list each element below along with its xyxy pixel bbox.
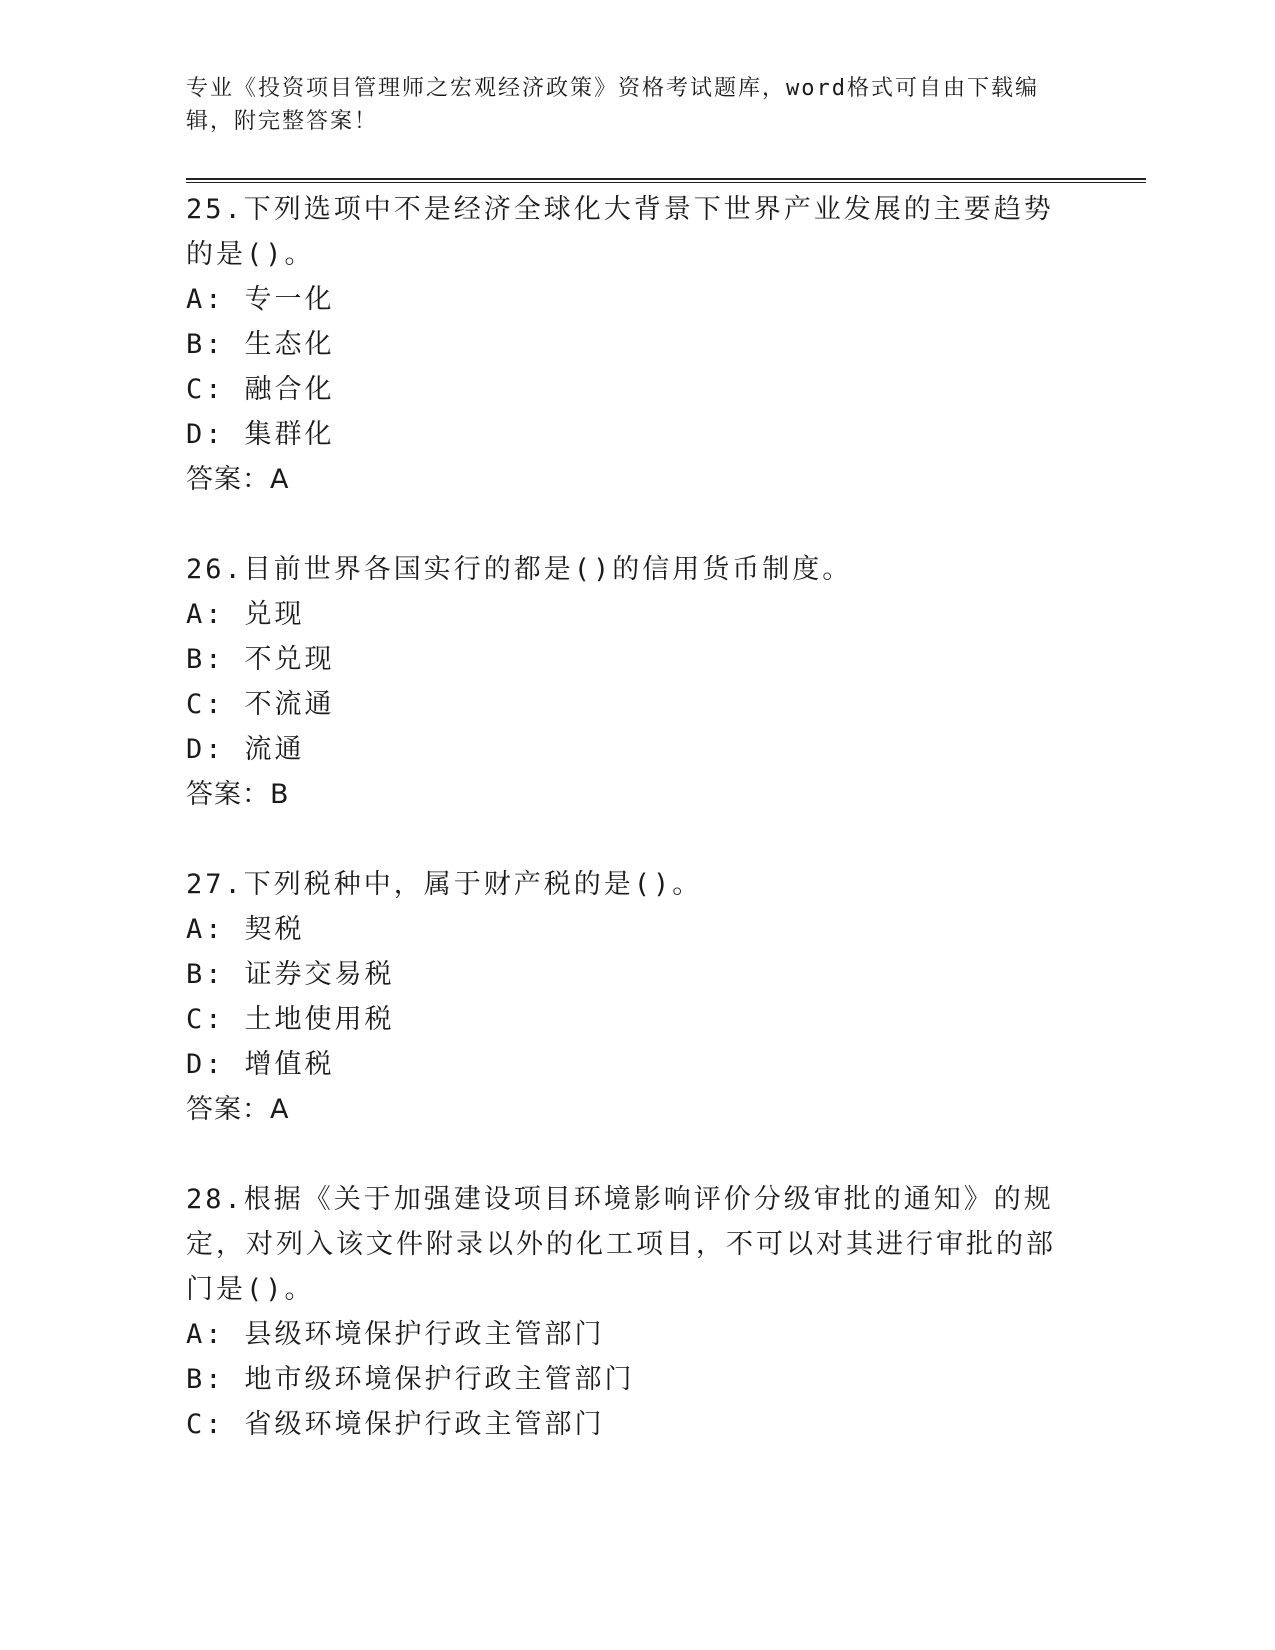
option-text: 不兑现 xyxy=(244,644,335,675)
option-letter: A: xyxy=(186,599,225,630)
answer-line: 答案：B xyxy=(186,779,290,810)
option-text: 土地使用税 xyxy=(244,1004,395,1035)
option-text: 专一化 xyxy=(244,284,335,315)
option-text: 契税 xyxy=(244,914,305,945)
option-d xyxy=(186,412,1146,457)
option-text: 省级环境保护行政主管部门 xyxy=(244,1409,605,1440)
question-list xyxy=(186,187,1146,1447)
option-text: 集群化 xyxy=(244,419,335,450)
option-letter: D: xyxy=(186,419,225,450)
question-25 xyxy=(186,187,1146,502)
option-letter: A: xyxy=(186,1319,225,1350)
option-text: 增值税 xyxy=(244,1049,335,1080)
option-text: 县级环境保护行政主管部门 xyxy=(244,1319,605,1350)
question-28 xyxy=(186,1177,1146,1447)
option-text: 不流通 xyxy=(244,689,335,720)
option-text: 生态化 xyxy=(244,329,335,360)
option-letter: D: xyxy=(186,734,225,765)
answer-line: 答案：A xyxy=(186,464,290,495)
question-stem: 27.下列税种中，属于财产税的是()。 xyxy=(186,869,703,900)
option-letter: B: xyxy=(186,329,225,360)
question-27 xyxy=(186,862,1146,1132)
document-header: 专业《投资项目管理师之宏观经济政策》资格考试题库，word格式可自由下载编辑，附完整答案！ xyxy=(186,76,1039,134)
option-c xyxy=(186,1402,1146,1447)
question-stem: 25.下列选项中不是经济全球化大背景下世界产业发展的主要趋势的是()。 xyxy=(186,194,1054,270)
option-text: 流通 xyxy=(244,734,305,765)
option-letter: B: xyxy=(186,1364,225,1395)
option-b xyxy=(186,637,1146,682)
option-letter: C: xyxy=(186,1004,225,1035)
option-letter: A: xyxy=(186,914,225,945)
option-letter: C: xyxy=(186,1409,225,1440)
option-d xyxy=(186,1042,1146,1087)
option-c xyxy=(186,997,1146,1042)
option-letter: A: xyxy=(186,284,225,315)
option-c xyxy=(186,682,1146,727)
option-b xyxy=(186,952,1146,997)
question-stem: 26.目前世界各国实行的都是()的信用货币制度。 xyxy=(186,554,853,585)
option-text: 融合化 xyxy=(244,374,335,405)
option-letter: C: xyxy=(186,689,225,720)
option-letter: B: xyxy=(186,959,225,990)
option-b xyxy=(186,1357,1146,1402)
option-letter: C: xyxy=(186,374,225,405)
option-letter: D: xyxy=(186,1049,225,1080)
option-a xyxy=(186,277,1146,322)
option-d xyxy=(186,727,1146,772)
option-text: 证券交易税 xyxy=(244,959,395,990)
option-b xyxy=(186,322,1146,367)
document-page xyxy=(186,0,1146,1650)
option-letter: B: xyxy=(186,644,225,675)
answer-line: 答案：A xyxy=(186,1094,290,1125)
question-stem: 28.根据《关于加强建设项目环境影响评价分级审批的通知》的规定，对列入该文件附录以外的化工项目，不可以对其进行审批的部门是()。 xyxy=(186,1184,1056,1305)
question-26 xyxy=(186,547,1146,817)
option-a xyxy=(186,1312,1146,1357)
option-text: 兑现 xyxy=(244,599,305,630)
option-text: 地市级环境保护行政主管部门 xyxy=(244,1364,635,1395)
option-c xyxy=(186,367,1146,412)
option-a xyxy=(186,592,1146,637)
option-a xyxy=(186,907,1146,952)
header-divider xyxy=(186,178,1146,183)
